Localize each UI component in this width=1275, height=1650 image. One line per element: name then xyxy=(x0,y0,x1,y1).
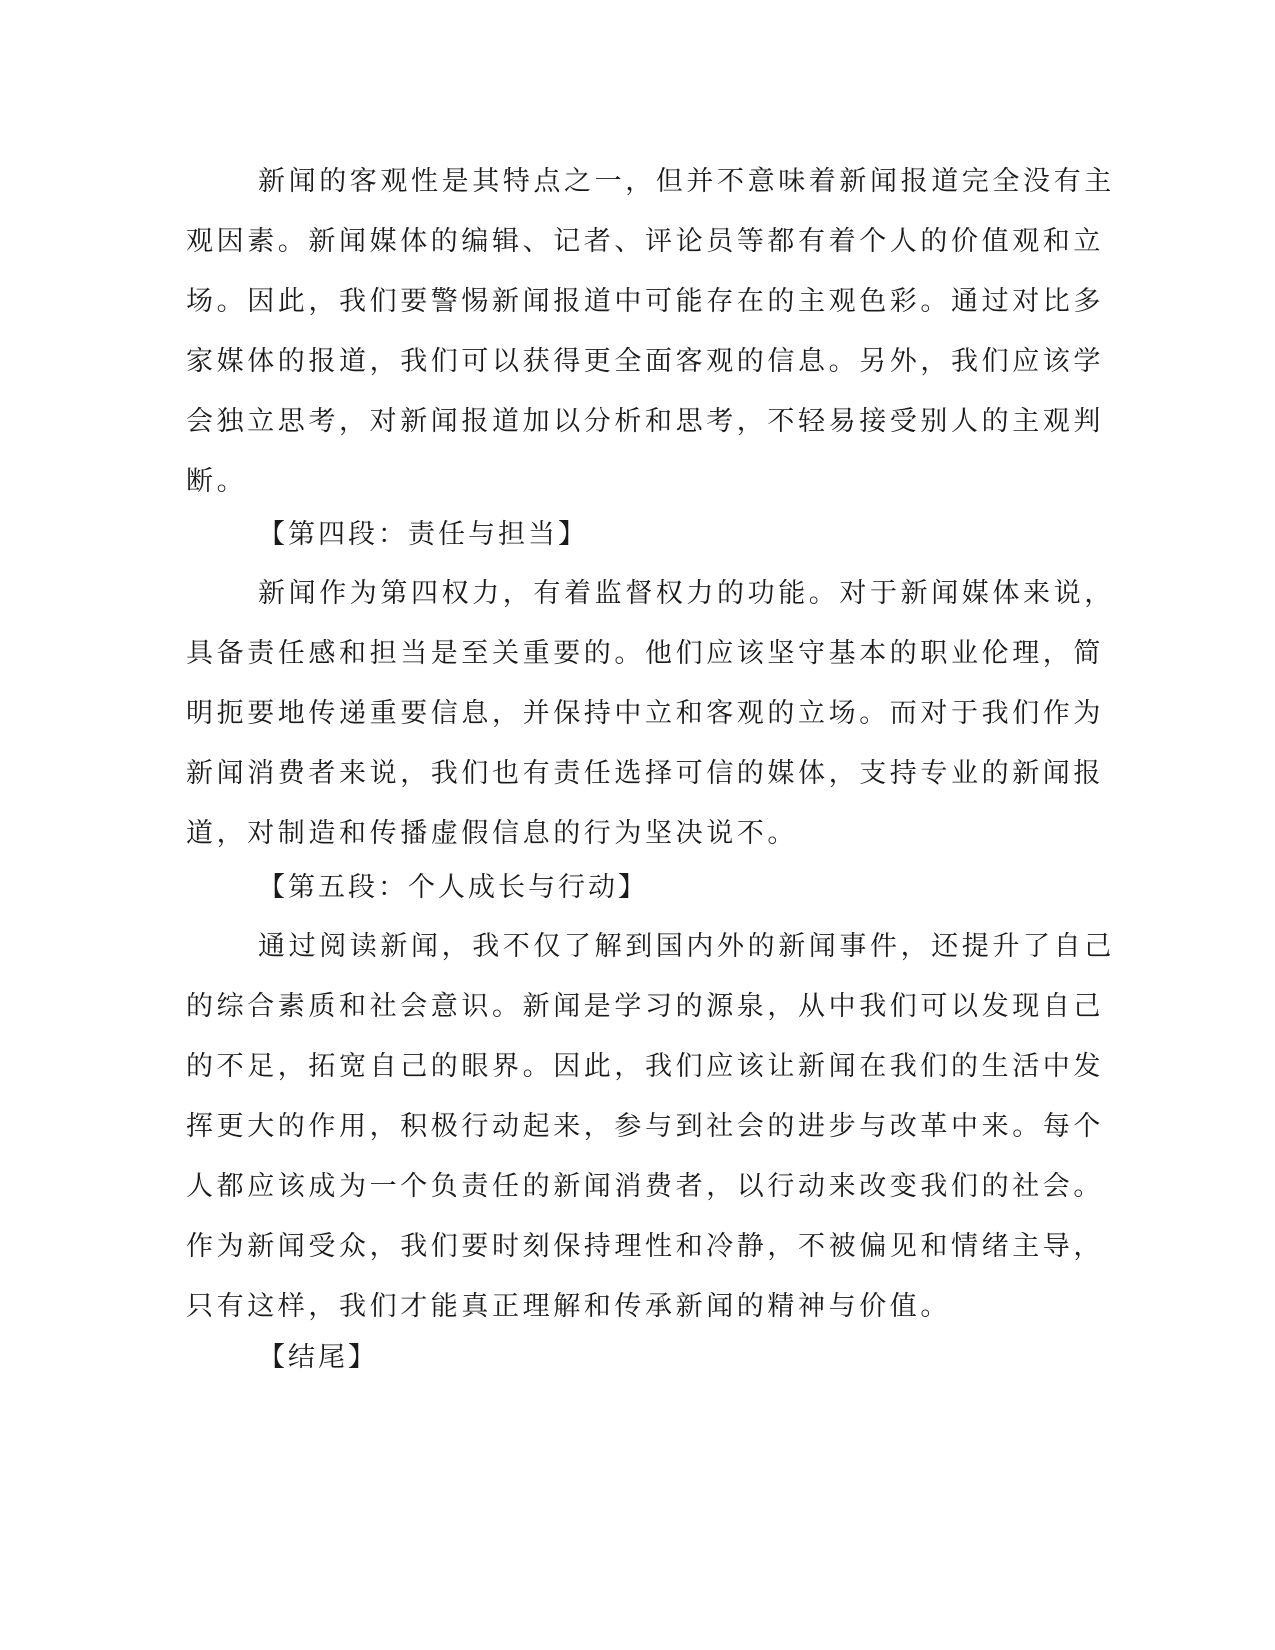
paragraph-objectivity xyxy=(186,152,1115,512)
paragraph-line: 家媒体的报道，我们可以获得更全面客观的信息。另外，我们应该学 xyxy=(186,346,1104,377)
paragraph-line: 新闻消费者来说，我们也有责任选择可信的媒体，支持专业的新闻报 xyxy=(186,758,1104,789)
section-heading-end: 【结尾】 xyxy=(258,1342,378,1373)
paragraph-line: 人都应该成为一个负责任的新闻消费者，以行动来改变我们的社会。 xyxy=(186,1171,1104,1202)
paragraph-line: 明扼要地传递重要信息，并保持中立和客观的立场。而对于我们作为 xyxy=(186,698,1104,729)
paragraph-line: 会独立思考，对新闻报道加以分析和思考，不轻易接受别人的主观判 xyxy=(186,406,1104,437)
paragraph-line: 新闻的客观性是其特点之一，但并不意味着新闻报道完全没有主 xyxy=(258,166,1115,197)
paragraph-line: 新闻作为第四权力，有着监督权力的功能。对于新闻媒体来说， xyxy=(258,578,1115,609)
section-heading-4: 【第四段：责任与担当】 xyxy=(258,519,588,550)
paragraph-growth xyxy=(186,917,1115,1337)
paragraph-line: 的不足，拓宽自己的眼界。因此，我们应该让新闻在我们的生活中发 xyxy=(186,1051,1104,1082)
paragraph-line: 作为新闻受众，我们要时刻保持理性和冷静，不被偏见和情绪主导， xyxy=(186,1231,1104,1262)
paragraph-line: 道，对制造和传播虚假信息的行为坚决说不。 xyxy=(186,818,798,849)
paragraph-line: 具备责任感和担当是至关重要的。他们应该坚守基本的职业伦理，简 xyxy=(186,638,1104,669)
paragraph-line: 只有这样，我们才能真正理解和传承新闻的精神与价值。 xyxy=(186,1291,951,1322)
paragraph-responsibility xyxy=(186,564,1115,864)
paragraph-line: 挥更大的作用，积极行动起来，参与到社会的进步与改革中来。每个 xyxy=(186,1111,1104,1142)
paragraph-line: 的综合素质和社会意识。新闻是学习的源泉，从中我们可以发现自己 xyxy=(186,991,1104,1022)
paragraph-line: 观因素。新闻媒体的编辑、记者、评论员等都有着个人的价值观和立 xyxy=(186,226,1104,257)
paragraph-line: 断。 xyxy=(186,466,248,497)
paragraph-line: 通过阅读新闻，我不仅了解到国内外的新闻事件，还提升了自己 xyxy=(258,931,1115,962)
paragraph-line: 场。因此，我们要警惕新闻报道中可能存在的主观色彩。通过对比多 xyxy=(186,286,1104,317)
section-heading-5: 【第五段：个人成长与行动】 xyxy=(258,872,648,903)
